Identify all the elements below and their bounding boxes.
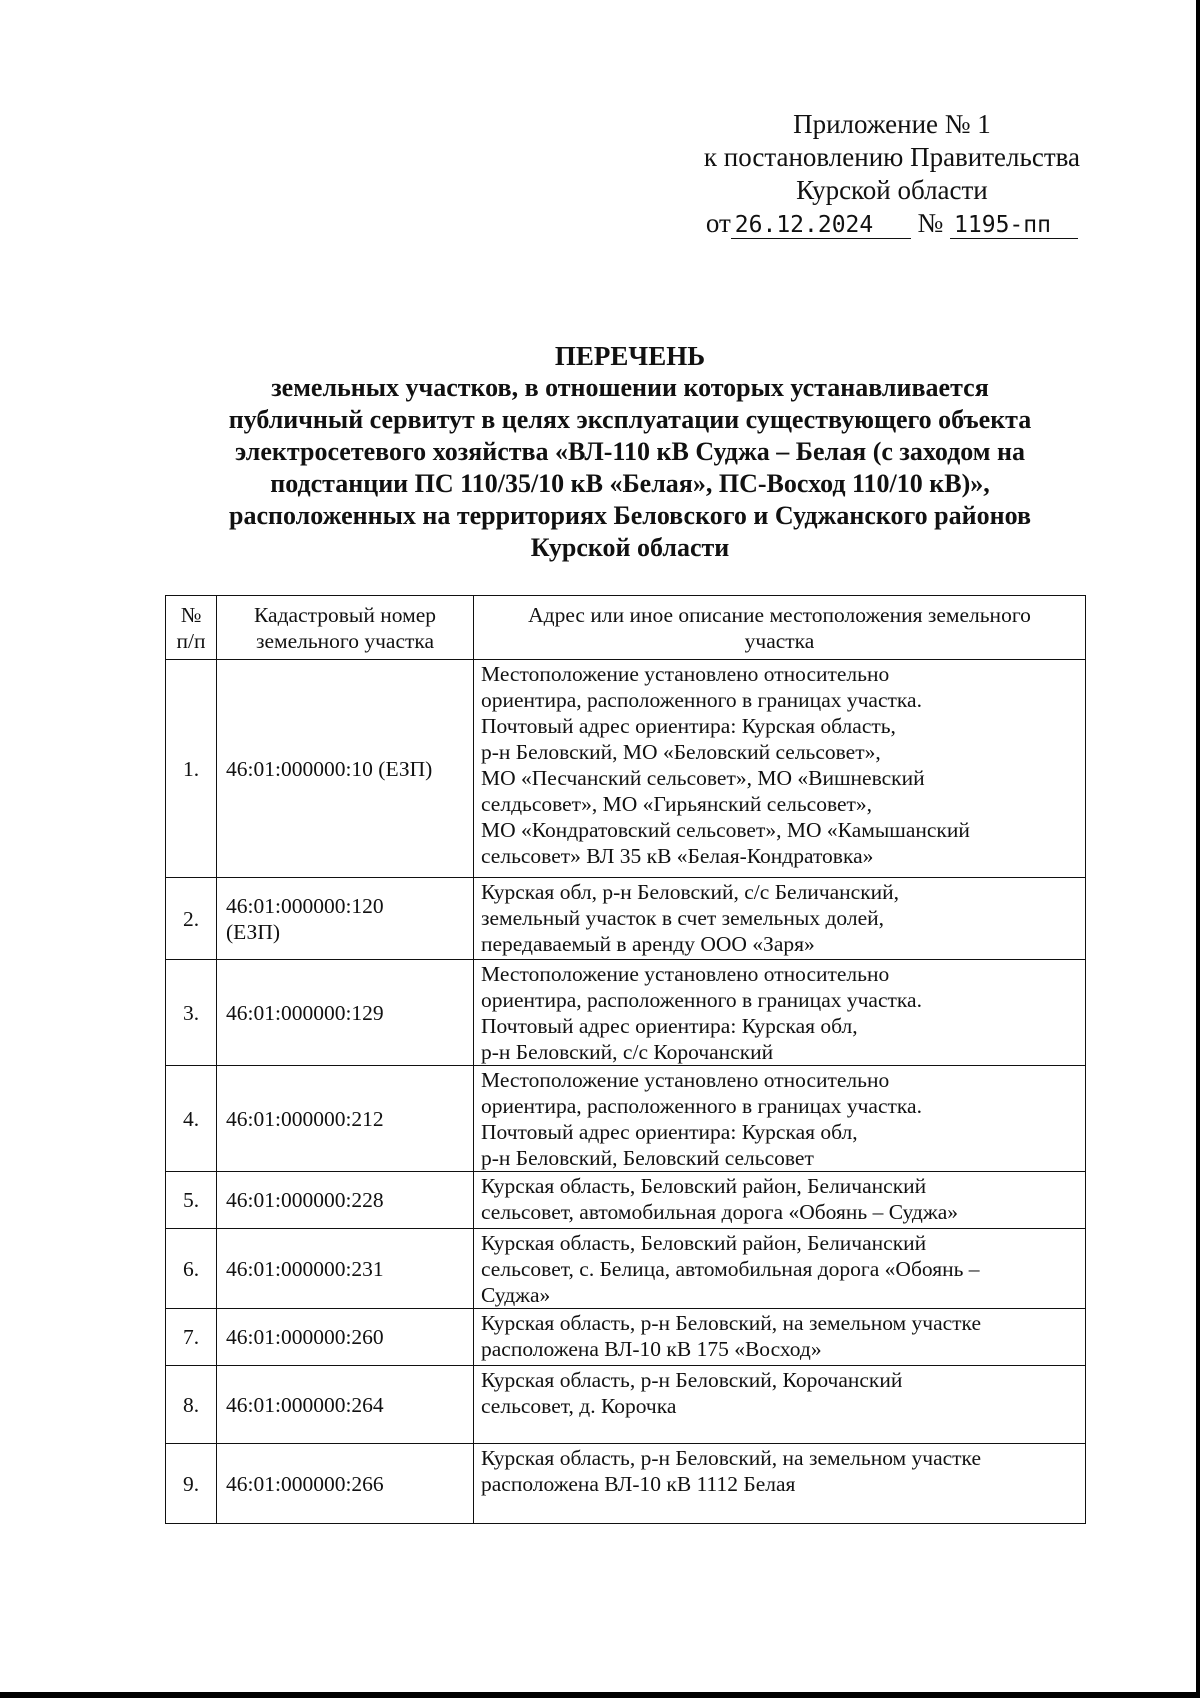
row-cadastral-number: 46:01:000000:266 xyxy=(217,1444,474,1524)
document-heading xyxy=(140,340,1120,564)
header-number: № п/п xyxy=(166,596,217,660)
document-date: 26.12.2024 xyxy=(731,212,911,239)
table-row xyxy=(166,660,1086,878)
row-address: Курская обл, р-н Беловский, с/с Беличанский, земельный участок в счет земельных долей, передаваемый в аренду ООО «Заря» xyxy=(474,878,1086,960)
row-address: Курская область, р-н Беловский, Корочанский сельсовет, д. Корочка xyxy=(474,1366,1086,1444)
scan-border-right xyxy=(1196,0,1200,1698)
table-row xyxy=(166,1172,1086,1229)
heading-line: Курской области xyxy=(530,533,730,562)
table-row xyxy=(166,1066,1086,1172)
table-row xyxy=(166,960,1086,1066)
row-number: 9. xyxy=(166,1444,217,1524)
row-number: 2. xyxy=(166,878,217,960)
row-number: 5. xyxy=(166,1172,217,1229)
row-address: Курская область, Беловский район, Беличанский сельсовет, с. Белица, автомобильная дорога «Обоянь – Суджа» xyxy=(474,1229,1086,1309)
row-number: 1. xyxy=(166,660,217,878)
row-cadastral-number: 46:01:000000:260 xyxy=(217,1309,474,1366)
row-number: 7. xyxy=(166,1309,217,1366)
table-row xyxy=(166,878,1086,960)
row-number: 3. xyxy=(166,960,217,1066)
row-address: Местоположение установлено относительно ориентира, расположенного в границах участка. Почтовый адрес ориентира: Курская область, р-н Беловский, МО «Беловский сельсовет», МО «Песчанский сельсовет», МО «Вишневский селдьсовет», МО «Гирьянский сельсовет», МО «Кондратовский сельсовет», МО «Камышанский сельсовет» ВЛ 35 кВ «Белая-Кондратовка» xyxy=(474,660,1086,878)
row-cadastral-number: 46:01:000000:264 xyxy=(217,1366,474,1444)
row-cadastral-number: 46:01:000000:228 xyxy=(217,1172,474,1229)
appendix-line-3: Курской области xyxy=(796,175,988,205)
row-number: 4. xyxy=(166,1066,217,1172)
row-cadastral-number: 46:01:000000:129 xyxy=(217,960,474,1066)
row-cadastral-number: 46:01:000000:231 xyxy=(217,1229,474,1309)
row-cadastral-number: 46:01:000000:212 xyxy=(217,1066,474,1172)
document-number: 1195-пп xyxy=(950,212,1078,239)
row-address: Курская область, р-н Беловский, на земельном участке расположена ВЛ-10 кВ 175 «Восход» xyxy=(474,1309,1086,1366)
appendix-date-line xyxy=(704,207,1080,240)
table-row xyxy=(166,1309,1086,1366)
row-address: Местоположение установлено относительно ориентира, расположенного в границах участка. Почтовый адрес ориентира: Курская обл, р-н Беловский, с/с Корочанский xyxy=(474,960,1086,1066)
row-number: 6. xyxy=(166,1229,217,1309)
heading-title: ПЕРЕЧЕНЬ xyxy=(554,341,706,371)
heading-line: земельных участков, в отношении которых устанавливается xyxy=(271,373,989,402)
table-header-row xyxy=(166,596,1086,660)
heading-line: подстанции ПС 110/35/10 кВ «Белая», ПС-Восход 110/10 кВ)», xyxy=(270,469,990,498)
row-address: Местоположение установлено относительно ориентира, расположенного в границах участка. Почтовый адрес ориентира: Курская обл, р-н Беловский, Беловский сельсовет xyxy=(474,1066,1086,1172)
heading-line: электросетевого хозяйства «ВЛ-110 кВ Суджа – Белая (с заходом на xyxy=(235,437,1025,466)
header-address: Адрес или иное описание местоположения земельного участка xyxy=(474,596,1086,660)
table-row xyxy=(166,1444,1086,1524)
land-plots-table xyxy=(165,595,1086,1524)
table-row xyxy=(166,1229,1086,1309)
row-cadastral-number: 46:01:000000:10 (ЕЗП) xyxy=(217,660,474,878)
header-cadastral: Кадастровый номер земельного участка xyxy=(217,596,474,660)
row-number: 8. xyxy=(166,1366,217,1444)
row-address: Курская область, Беловский район, Беличанский сельсовет, автомобильная дорога «Обоянь – Суджа» xyxy=(474,1172,1086,1229)
date-prefix: от xyxy=(705,208,731,238)
table-row xyxy=(166,1366,1086,1444)
appendix-line-1: Приложение № 1 xyxy=(793,109,991,139)
row-cadastral-number: 46:01:000000:120 (ЕЗП) xyxy=(217,878,474,960)
row-address: Курская область, р-н Беловский, на земельном участке расположена ВЛ-10 кВ 1112 Белая xyxy=(474,1444,1086,1524)
number-prefix: № xyxy=(917,208,944,238)
appendix-line-2: к постановлению Правительства xyxy=(703,142,1080,172)
heading-line: публичный сервитут в целях эксплуатации существующего объекта xyxy=(228,405,1032,434)
heading-line: расположенных на территориях Беловского и Суджанского районов xyxy=(229,501,1031,530)
scan-border-bottom xyxy=(0,1692,1200,1698)
appendix-block xyxy=(704,108,1080,240)
